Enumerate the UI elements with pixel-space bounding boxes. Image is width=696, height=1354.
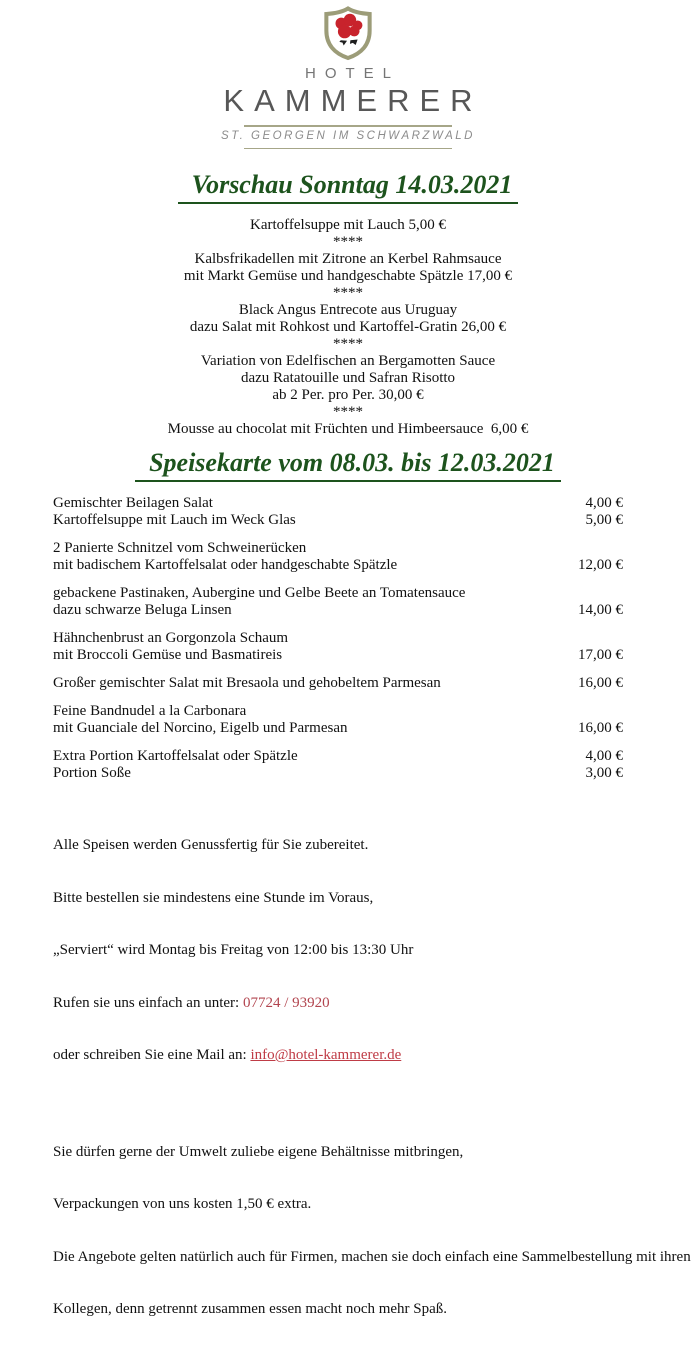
service-info <box>53 802 696 1100</box>
weekly-menu-heading <box>0 448 696 482</box>
menu-row <box>53 765 623 782</box>
dish-price: 14,00 € <box>578 602 623 618</box>
dish-price: 4,00 € <box>585 748 623 764</box>
bollenhut-shield-icon <box>323 6 373 60</box>
dish-name: Feine Bandnudel a la Carbonara <box>53 703 247 719</box>
notes-line: Kollegen, denn getrennt zusammen essen macht noch mehr Spaß. <box>53 1301 448 1317</box>
notes-line: Sie dürfen gerne der Umwelt zuliebe eigene Behältnisse mitbringen, <box>53 1143 464 1160</box>
menu-row <box>53 720 623 737</box>
dish-name: mit Broccoli Gemüse und Basmatireis <box>53 647 283 663</box>
logo-hotel-word: HOTEL <box>304 65 400 82</box>
menu-row <box>53 675 623 692</box>
dish-name: Großer gemischter Salat mit Bresaola und gehobeltem Parmesan <box>53 675 441 691</box>
dish-price: 17,00 € <box>578 647 623 663</box>
menu-row <box>53 585 623 602</box>
preview-dish: Variation von Edelfischen an Bergamotten Sauce <box>200 353 496 369</box>
preview-dish: Black Angus Entrecote aus Uruguay <box>238 302 458 318</box>
preview-dish: ab 2 Per. pro Per. 30,00 € <box>272 387 424 403</box>
info-line: „Serviert“ wird Montag bis Freitag von 12:00 bis 13:30 Uhr <box>53 942 414 958</box>
logo-subtitle: ST. GEORGEN IM SCHWARZWALD <box>221 129 475 142</box>
phone-number: 07724 / 93920 <box>242 994 330 1011</box>
logo-rule-bottom <box>244 148 452 150</box>
info-line: Alle Speisen werden Genussfertig für Sie zubereitet. <box>53 837 369 853</box>
weekly-menu-title: Speisekarte vom 08.03. bis 12.03.2021 <box>135 448 561 482</box>
dish-name: mit Guanciale del Norcino, Eigelb und Parmesan <box>53 720 348 736</box>
email-line <box>53 1047 696 1065</box>
dish-name: dazu schwarze Beluga Linsen <box>53 602 232 618</box>
preview-dish: dazu Ratatouille und Safran Risotto <box>240 370 456 386</box>
menu-row <box>53 602 623 619</box>
menu-group <box>53 540 623 574</box>
dish-name: gebackene Pastinaken, Aubergine und Gelbe Beete an Tomatensauce <box>53 585 466 601</box>
menu-row <box>53 540 623 557</box>
dish-name: Hähnchenbrust an Gorgonzola Schaum <box>53 630 289 646</box>
dish-price: 16,00 € <box>578 675 623 691</box>
logo-rule-top <box>244 125 452 127</box>
dish-price: 3,00 € <box>585 765 623 781</box>
course-separator: **** <box>333 404 363 420</box>
menu-group <box>53 703 623 737</box>
email-link[interactable]: info@hotel-kammerer.de <box>250 1047 402 1063</box>
menu-group <box>53 585 623 619</box>
notes-line: Verpackungen von uns kosten 1,50 € extra. <box>53 1196 312 1212</box>
dish-name: Kartoffelsuppe mit Lauch im Weck Glas <box>53 512 296 528</box>
menu-row <box>53 647 623 664</box>
course-separator: **** <box>333 234 363 250</box>
weekly-menu-table <box>53 495 623 782</box>
preview-dish: Mousse au chocolat mit Früchten und Himbeersauce 6,00 € <box>167 421 529 437</box>
phone-line <box>53 995 696 1013</box>
preview-heading <box>0 170 696 204</box>
preview-dish: mit Markt Gemüse und handgeschabte Spätzle 17,00 € <box>183 268 513 284</box>
menu-group <box>53 675 623 692</box>
preview-dish: dazu Salat mit Rohkost und Kartoffel-Gratin 26,00 € <box>189 319 507 335</box>
phone-label: Rufen sie uns einfach an unter: <box>53 994 243 1011</box>
notes-line: Die Angebote gelten natürlich auch für Firmen, machen sie doch einfach eine Sammelbestellung mit ihren <box>53 1248 691 1265</box>
preview-title: Vorschau Sonntag 14.03.2021 <box>178 170 519 204</box>
menu-row <box>53 748 623 765</box>
menu-row <box>53 630 623 647</box>
info-line: Bitte bestellen sie mindestens eine Stunde im Voraus, <box>53 889 374 906</box>
dish-name: Gemischter Beilagen Salat <box>53 495 213 511</box>
dish-price: 16,00 € <box>578 720 623 736</box>
preview-dish: Kalbsfrikadellen mit Zitrone an Kerbel Rahmsauce <box>194 251 502 267</box>
dish-price: 4,00 € <box>585 495 623 511</box>
dish-name: Portion Soße <box>53 765 131 781</box>
menu-row <box>53 512 623 529</box>
sunday-preview <box>0 217 696 438</box>
email-label: oder schreiben Sie eine Mail an: <box>53 1047 251 1063</box>
menu-group <box>53 748 623 782</box>
menu-row <box>53 703 623 720</box>
course-separator: **** <box>333 336 363 352</box>
logo-kammerer-word: KAMMERER <box>223 83 483 118</box>
menu-group <box>53 630 623 664</box>
menu-row <box>53 557 623 574</box>
menu-group <box>53 495 623 529</box>
notes <box>53 1109 696 1354</box>
course-separator: **** <box>333 285 363 301</box>
preview-dish: Kartoffelsuppe mit Lauch 5,00 € <box>250 217 446 233</box>
menu-row <box>53 495 623 512</box>
dish-price: 12,00 € <box>578 557 623 573</box>
dish-name: 2 Panierte Schnitzel vom Schweinerücken <box>53 540 307 556</box>
dish-name: Extra Portion Kartoffelsalat oder Spätzle <box>53 748 298 764</box>
hotel-logo <box>0 0 696 149</box>
dish-name: mit badischem Kartoffelsalat oder handgeschabte Spätzle <box>53 557 398 573</box>
dish-price: 5,00 € <box>585 512 623 528</box>
